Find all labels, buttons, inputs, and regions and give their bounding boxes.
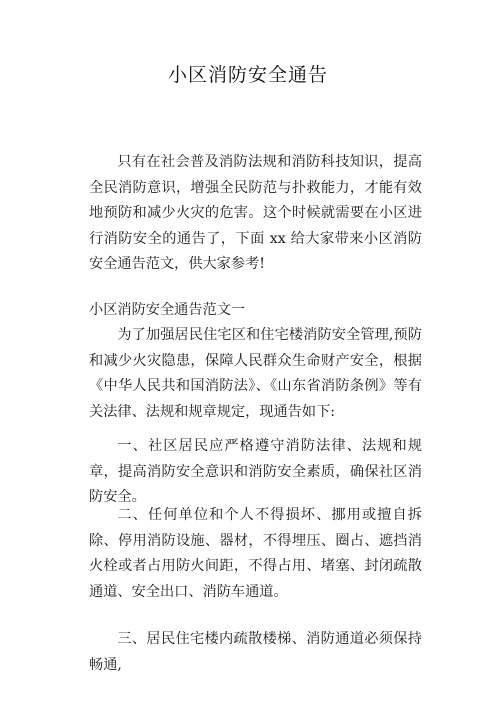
notice-item-3: 三、居民住宅楼内疏散楼梯、消防通道必须保持畅通, [89,631,422,673]
document-title: 小区消防安全通告 [167,64,328,86]
preamble-paragraph: 为了加强居民住宅区和住宅楼消防安全管理,预防和减少火灾隐患，保障人民群众生命财产安全，根据《中华人民共和国消防法》、《山东省消防条例》等有关法律、法规和规章规定，现通告如下: [89,327,422,420]
section-subheading: 小区消防安全通告范文一 [89,302,246,318]
intro-paragraph: 只有在社会普及消防法规和消防科技知识，提高全民消防意识，增强全民防范与扑救能力，才能有效地预防和减少火灾的危害。这个时候就需要在小区进行消防安全的通告了，下面 xx 给大家带来小区消防安全通告范文，供大家参考! [89,154,422,272]
notice-item-1: 一、社区居民应严格遵守消防法律、法规和规章，提高消防安全意识和消防安全素质，确保社区消防安全。 [89,438,422,505]
notice-item-2: 二、任何单位和个人不得损坏、挪用或擅自拆除、停用消防设施、器材，不得埋压、圈占、遮挡消火栓或者占用防火间距，不得占用、堵塞、封闭疏散通道、安全出口、消防车通道。 [89,507,422,600]
